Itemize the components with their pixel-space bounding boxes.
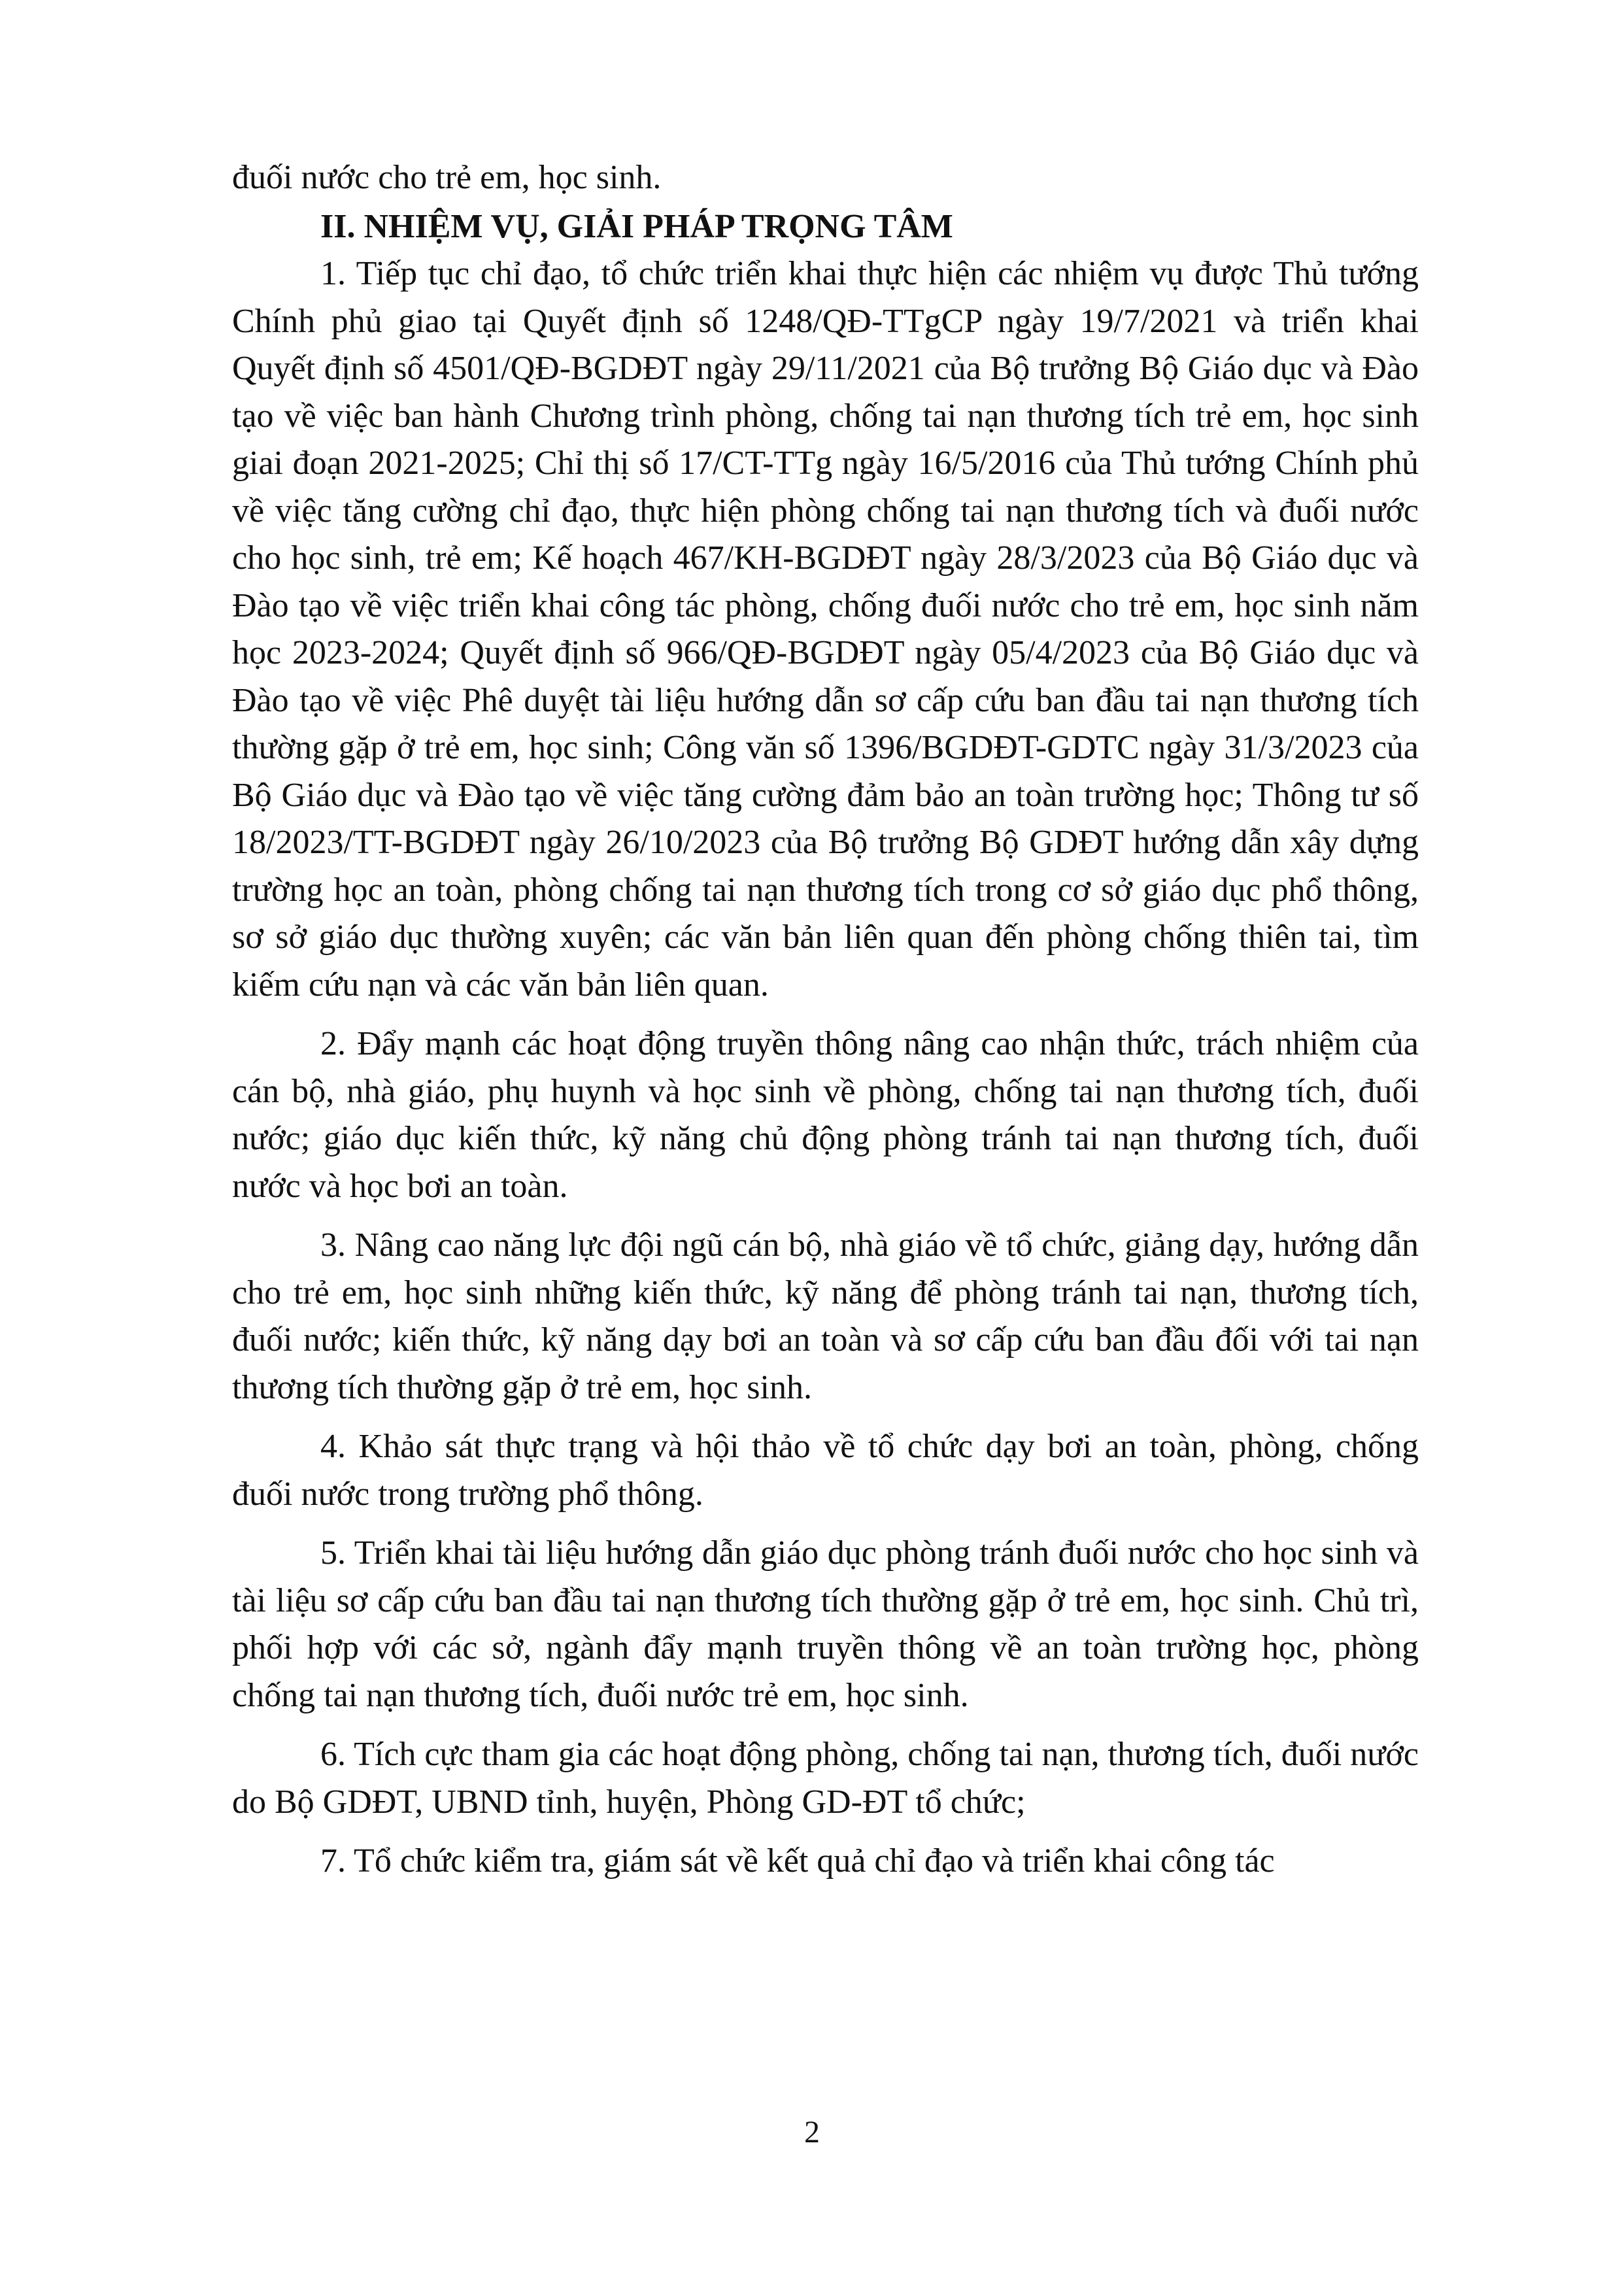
- task-item-3: 3. Nâng cao năng lực đội ngũ cán bộ, nhà giáo về tổ chức, giảng dạy, hướng dẫn cho trẻ em, học sinh những kiến thức, kỹ năng để phòng tránh tai nạn, thương tích, đuối nước; kiến thức, kỹ năng dạy bơi an toàn và sơ cấp cứu ban đầu đối với tai nạn thương tích thường gặp ở trẻ em, học sinh.: [232, 1226, 1419, 1406]
- task-item-5: 5. Triển khai tài liệu hướng dẫn giáo dục phòng tránh đuối nước cho học sinh và tài liệu sơ cấp cứu ban đầu tai nạn thương tích thường gặp ở trẻ em, học sinh. Chủ trì, phối hợp với các sở, ngành đẩy mạnh truyền thông về an toàn trường học, phòng chống tai nạn thương tích, đuối nước trẻ em, học sinh.: [232, 1534, 1419, 1714]
- task-item-4: 4. Khảo sát thực trạng và hội thảo về tổ chức dạy bơi an toàn, phòng, chống đuối nước trong trường phổ thông.: [232, 1428, 1419, 1513]
- section-heading: II. NHIỆM VỤ, GIẢI PHÁP TRỌNG TÂM: [320, 207, 953, 245]
- continued-paragraph: đuối nước cho trẻ em, học sinh.: [232, 159, 662, 196]
- task-item-7: 7. Tổ chức kiểm tra, giám sát về kết quả chỉ đạo và triển khai công tác: [320, 1842, 1275, 1880]
- document-body: [232, 154, 1419, 1885]
- task-item-6: 6. Tích cực tham gia các hoạt động phòng, chống tai nạn, thương tích, đuối nước do Bộ GDĐT, UBND tỉnh, huyện, Phòng GD-ĐT tổ chức;: [232, 1736, 1419, 1821]
- page-number: 2: [804, 2115, 820, 2150]
- task-item-2: 2. Đẩy mạnh các hoạt động truyền thông nâng cao nhận thức, trách nhiệm của cán bộ, nhà giáo, phụ huynh và học sinh về phòng, chống tai nạn thương tích, đuối nước; giáo dục kiến thức, kỹ năng chủ động phòng tránh tai nạn thương tích, đuối nước và học bơi an toàn.: [232, 1025, 1419, 1205]
- task-item-1: 1. Tiếp tục chỉ đạo, tổ chức triển khai thực hiện các nhiệm vụ được Thủ tướng Chính phủ giao tại Quyết định số 1248/QĐ-TTgCP ngày 19/7/2021 và triển khai Quyết định số 4501/QĐ-BGDĐT ngày 29/11/2021 của Bộ trưởng Bộ Giáo dục và Đào tạo về việc ban hành Chương trình phòng, chống tai nạn thương tích trẻ em, học sinh giai đoạn 2021-2025; Chỉ thị số 17/CT-TTg ngày 16/5/2016 của Thủ tướng Chính phủ về việc tăng cường chỉ đạo, thực hiện phòng chống tai nạn thương tích và đuối nước cho học sinh, trẻ em; Kế hoạch 467/KH-BGDĐT ngày 28/3/2023 của Bộ Giáo dục và Đào tạo về việc triển khai công tác phòng, chống đuối nước cho trẻ em, học sinh năm học 2023-2024; Quyết định số 966/QĐ-BGDĐT ngày 05/4/2023 của Bộ Giáo dục và Đào tạo về việc Phê duyệt tài liệu hướng dẫn sơ cấp cứu ban đầu tai nạn thương tích thường gặp ở trẻ em, học sinh; Công văn số 1396/BGDĐT-GDTC ngày 31/3/2023 của Bộ Giáo dục và Đào tạo về việc tăng cường đảm bảo an toàn trường học; Thông tư số 18/2023/TT-BGDĐT ngày 26/10/2023 của Bộ trưởng Bộ GDĐT hướng dẫn xây dựng trường học an toàn, phòng chống tai nạn thương tích trong cơ sở giáo dục phổ thông, sơ sở giáo dục thường xuyên; các văn bản liên quan đến phòng chống thiên tai, tìm kiếm cứu nạn và các văn bản liên quan.: [232, 255, 1419, 1004]
